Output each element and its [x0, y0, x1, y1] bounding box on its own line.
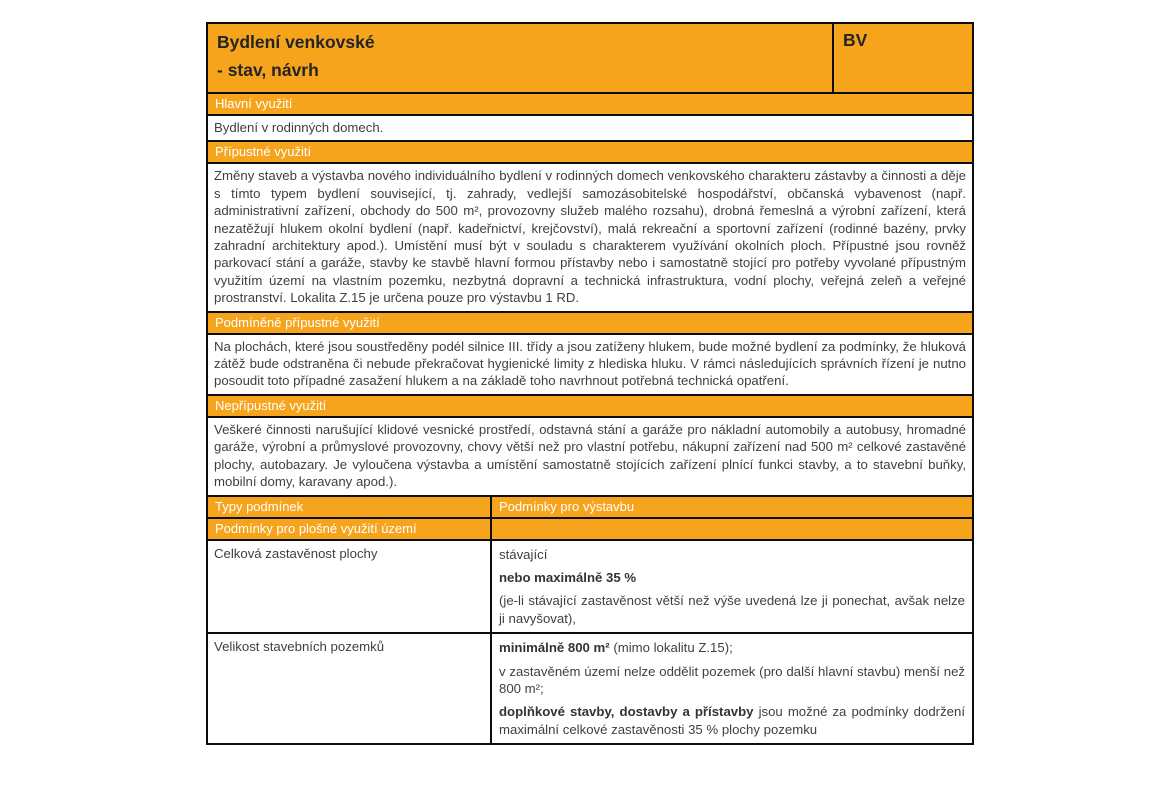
- section-band-row: [207, 93, 973, 115]
- condition-label-coverage: Celková zastavěnost plochy: [207, 540, 491, 634]
- zoning-sheet-table: [206, 22, 974, 745]
- condition-label-plot-size: Velikost stavebních pozemků: [207, 633, 491, 744]
- conditions-group-heading: Podmínky pro plošné využití území: [207, 518, 491, 540]
- sheet-title-line2: - stav, návrh: [217, 60, 319, 80]
- condition-paragraph: doplňkové stavby, dostavby a přístavby jsou možné za podmínky dodržení maximální celkové zastavěnosti 35 % plochy pozemku: [499, 704, 966, 737]
- condition-paragraph: (je-li stávající zastavěnost větší než výše uvedená lze ji ponechat, avšak nelze ji navyšovat),: [499, 593, 966, 626]
- section-heading-permissible-use: Přípustné využití: [207, 141, 973, 163]
- condition-paragraph: v zastavěném území nelze oddělit pozemek (pro další hlavní stavbu) menší než 800 m²;: [499, 663, 966, 696]
- section-body-row: [207, 115, 973, 141]
- section-band-row: [207, 141, 973, 163]
- section-heading-conditional-use: Podmíněně přípustné využití: [207, 312, 973, 334]
- condition-values-coverage: [491, 540, 973, 634]
- condition-paragraph: stávající: [499, 546, 548, 562]
- section-band-row: [207, 312, 973, 334]
- condition-paragraph: minimálně 800 m² (mimo lokalitu Z.15);: [499, 640, 733, 656]
- section-heading-main-use: Hlavní využití: [207, 93, 973, 115]
- zone-code: BV: [833, 23, 973, 93]
- section-body-row: [207, 417, 973, 496]
- conditions-group-heading-spacer: [491, 518, 973, 540]
- title-row: [207, 23, 973, 93]
- section-heading-impermissible-use: Nepřípustné využití: [207, 395, 973, 417]
- conditions-col2-header: Podmínky pro výstavbu: [491, 496, 973, 518]
- sheet-title-line1: Bydlení venkovské: [217, 32, 375, 52]
- section-body-conditional-use: Na plochách, které jsou soustředěny podél silnice III. třídy a jsou zatíženy hlukem, bude možné bydlení za podmínky, že hluková zátěž bude odstraněna či nebude překračovat hygienické limity z hlediska hluku. V rámci následujících správních řízení je nutno posoudit toto případné zasažení hlukem a na základě toho navrhnout potřebná technická opatření.: [207, 334, 973, 395]
- section-band-row: [207, 395, 973, 417]
- conditions-header-row: [207, 496, 973, 518]
- conditions-group-row: [207, 518, 973, 540]
- section-body-main-use: Bydlení v rodinných domech.: [207, 115, 973, 141]
- sheet-title: [207, 23, 833, 93]
- condition-row: [207, 540, 973, 634]
- condition-row: [207, 633, 973, 744]
- section-body-row: [207, 334, 973, 395]
- conditions-col1-header: Typy podmínek: [207, 496, 491, 518]
- section-body-impermissible-use: Veškeré činnosti narušující klidové vesnické prostředí, odstavná stání a garáže pro nákladní automobily a autobusy, hromadné garáže, výrobní a průmyslové provozovny, chovy větší než pro vlastní potřebu, nákupní zařízení nad 500 m² celkové zastavěné plochy, autobazary. Je vyloučena výstavba a umístění samostatně stojících zařízení plnící funkci stavby, a to stavební buňky, mobilní domy, karavany apod.).: [207, 417, 973, 496]
- section-body-row: [207, 163, 973, 311]
- section-body-permissible-use: Změny staveb a výstavba nového individuálního bydlení v rodinných domech venkovského charakteru zástavby a činnosti a děje s tímto typem bydlení související, tj. zahrady, vedlejší samozásobitelské hospodářství, občanská vybavenost (např. administrativní zařízení, obchody do 500 m², provozovny služeb malého rozsahu), drobná řemeslná a výrobní zařízení, která nezatěžují hlukem okolní bydlení (např. kadeřnictví, krejčovství), malá rekreační a sportovní zařízení (rodinné bazény, prvky zahradní architektury apod.). Umístění musí být v souladu s charakterem využívání okolních ploch. Přípustné jsou rovněž parkovací stání a garáže, stavby ke stavbě hlavní formou přístavby nebo i samostatně stojící pro potřeby vyvolané přípustným využitím území na vlastním pozemku, nezbytná dopravní a technická infrastruktura, vodní plochy, veřejná zeleň a veřejné prostranství. Lokalita Z.15 je určena pouze pro výstavbu 1 RD.: [207, 163, 973, 311]
- condition-paragraph: nebo maximálně 35 %: [499, 569, 637, 585]
- condition-values-plot-size: [491, 633, 973, 744]
